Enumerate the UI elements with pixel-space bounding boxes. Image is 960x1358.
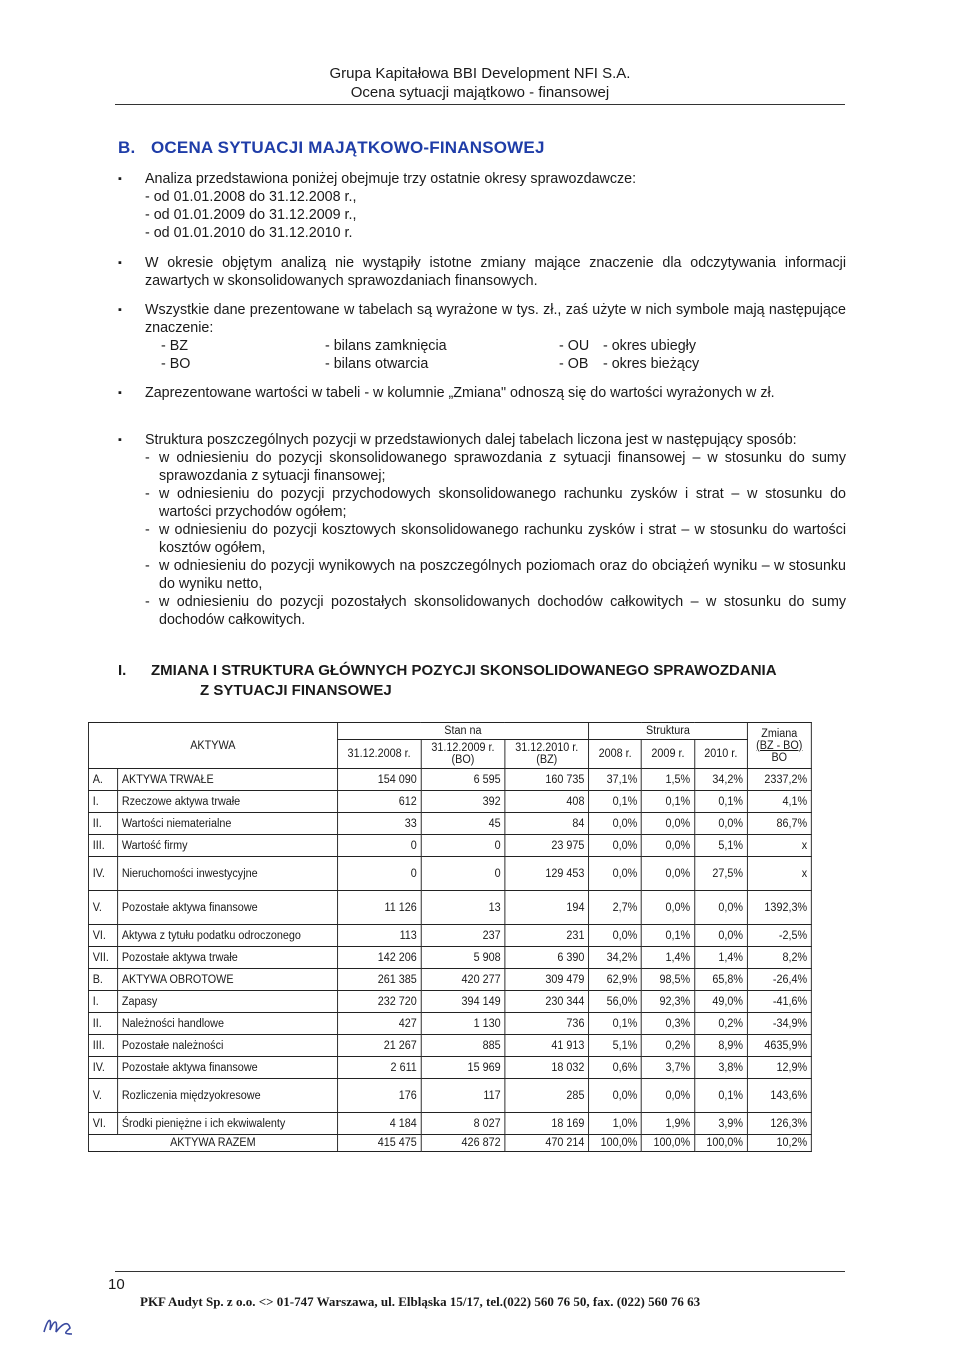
row-value: 0,0% <box>589 1079 642 1113</box>
row-value: 0,0% <box>694 925 747 947</box>
row-value: 4635,9% <box>747 1035 811 1057</box>
row-value: 143,6% <box>747 1079 811 1113</box>
row-value: 0,0% <box>642 1079 695 1113</box>
row-value: 176 <box>337 1079 421 1113</box>
row-value: 0,2% <box>694 1013 747 1035</box>
symbol-meaning: - bilans otwarcia <box>325 356 429 372</box>
total-label: AKTYWA RAZEM <box>88 1135 337 1152</box>
row-index: VII. <box>88 947 117 969</box>
row-value: 885 <box>421 1035 505 1057</box>
document-subtitle: Ocena sytuacji majątkowo - finansowej <box>350 84 610 101</box>
table-row <box>88 791 811 813</box>
row-value: 5 908 <box>421 947 505 969</box>
row-value: 142 206 <box>337 947 421 969</box>
row-value: 4,1% <box>747 791 811 813</box>
row-value: 261 385 <box>337 969 421 991</box>
row-label: Pozostałe aktywa trwałe <box>118 947 338 969</box>
structure-item: - w odniesieniu do pozycji skonsolidowanego sprawozdania z sytuacji finansowej – w stosunku do sumy sprawozdania z sytuacji finansowej; <box>145 450 846 484</box>
total-value: 100,0% <box>694 1135 747 1152</box>
row-value: 232 720 <box>337 991 421 1013</box>
row-value: 1392,3% <box>747 891 811 925</box>
row-value: 18 032 <box>505 1057 589 1079</box>
period-line-3: - od 01.01.2010 do 31.12.2010 r. <box>145 225 353 241</box>
header-divider <box>115 104 845 105</box>
table-row <box>88 769 811 791</box>
row-value: 394 149 <box>421 991 505 1013</box>
row-value: 126,3% <box>747 1113 811 1135</box>
row-value: 0,6% <box>589 1057 642 1079</box>
row-value: 117 <box>421 1079 505 1113</box>
table-row <box>88 991 811 1013</box>
bullet-units <box>118 301 846 373</box>
row-label: Rozliczenia międzyokresowe <box>118 1079 338 1113</box>
row-value: 129 453 <box>505 857 589 891</box>
table-row <box>88 1057 811 1079</box>
row-value: 12,9% <box>747 1057 811 1079</box>
row-value: 8,9% <box>694 1035 747 1057</box>
row-value: 0 <box>337 857 421 891</box>
row-value: 92,3% <box>642 991 695 1013</box>
row-value: 41 913 <box>505 1035 589 1057</box>
row-value: 21 267 <box>337 1035 421 1057</box>
table-row <box>88 947 811 969</box>
row-value: 34,2% <box>589 947 642 969</box>
total-value: 426 872 <box>421 1135 505 1152</box>
bullet-icon: ▪ <box>118 387 122 399</box>
row-value: 8 027 <box>421 1113 505 1135</box>
row-value: 1 130 <box>421 1013 505 1035</box>
table-row <box>88 1035 811 1057</box>
row-value: 11 126 <box>337 891 421 925</box>
row-label: Należności handlowe <box>118 1013 338 1035</box>
symbol-code: - BZ <box>161 338 189 354</box>
footer-divider <box>115 1271 845 1272</box>
section-b-title: OCENA SYTUACJI MAJĄTKOWO-FINANSOWEJ <box>151 138 545 157</box>
change-note-text: Zaprezentowane wartości w tabeli - w kolumnie „Zmiana" odnoszą się do wartości wyrażonych w zł. <box>145 385 775 401</box>
row-value: 0 <box>337 835 421 857</box>
row-value: 0,1% <box>694 791 747 813</box>
row-value: 1,4% <box>694 947 747 969</box>
row-value: 2,7% <box>589 891 642 925</box>
row-index: B. <box>88 969 117 991</box>
table-row <box>88 857 811 891</box>
row-value: 86,7% <box>747 813 811 835</box>
row-index: V. <box>88 1079 117 1113</box>
row-value: 736 <box>505 1013 589 1035</box>
row-value: 3,9% <box>694 1113 747 1135</box>
no-changes-text: W okresie objętym analizą nie wystąpiły istotne zmiany mające znaczenie dla odczytywania informacji zawartych w skonsolidowanych sprawozdaniach finansowych. <box>145 255 846 289</box>
row-label: Nieruchomości inwestycyjne <box>118 857 338 891</box>
row-value: -26,4% <box>747 969 811 991</box>
row-value: 0,0% <box>694 891 747 925</box>
row-value: 0,0% <box>589 925 642 947</box>
row-value: 420 277 <box>421 969 505 991</box>
bullet-change-note <box>118 384 846 402</box>
row-index: II. <box>88 813 117 835</box>
row-value: 194 <box>505 891 589 925</box>
row-value: 0,1% <box>589 1013 642 1035</box>
symbol-meaning: - okres bieżący <box>603 356 700 372</box>
section-i-title: ZMIANA I STRUKTURA GŁÓWNYCH POZYCJI SKONSOLIDOWANEGO SPRAWOZDANIA Z SYTUACJI FINANSOWEJ <box>151 662 777 699</box>
row-value: 8,2% <box>747 947 811 969</box>
row-value: 45 <box>421 813 505 835</box>
total-value: 470 214 <box>505 1135 589 1152</box>
row-value: 0,0% <box>589 835 642 857</box>
header-stan-na: Stan na <box>337 723 588 740</box>
row-label: Pozostałe aktywa finansowe <box>118 1057 338 1079</box>
table-row <box>88 969 811 991</box>
row-index: IV. <box>88 1057 117 1079</box>
row-value: 0,1% <box>589 791 642 813</box>
row-index: III. <box>88 835 117 857</box>
row-value: 5,1% <box>589 1035 642 1057</box>
row-value: 1,9% <box>642 1113 695 1135</box>
row-value: 23 975 <box>505 835 589 857</box>
row-value: 27,5% <box>694 857 747 891</box>
row-value: 0,1% <box>694 1079 747 1113</box>
row-value: x <box>747 857 811 891</box>
header-struktura: Struktura <box>589 723 748 740</box>
row-index: IV. <box>88 857 117 891</box>
row-value: 18 169 <box>505 1113 589 1135</box>
footer-address: PKF Audyt Sp. z o.o. <> 01-747 Warszawa, ul. Elbląska 15/17, tel.(022) 560 76 50, fax. (022) 560 76 63 <box>140 1294 701 1309</box>
row-value: 49,0% <box>694 991 747 1013</box>
header-date-2010: 31.12.2010 r. (BZ) <box>505 740 589 769</box>
section-b-letter: B. <box>118 138 136 157</box>
bullet-icon: ▪ <box>118 434 122 446</box>
row-value: 231 <box>505 925 589 947</box>
row-value: 408 <box>505 791 589 813</box>
bullet-icon: ▪ <box>118 257 122 269</box>
header-date-2009: 31.12.2009 r. (BO) <box>421 740 505 769</box>
row-label: AKTYWA TRWAŁE <box>118 769 338 791</box>
row-index: A. <box>88 769 117 791</box>
row-value: 1,5% <box>642 769 695 791</box>
symbol-legend <box>145 337 846 373</box>
row-value: -34,9% <box>747 1013 811 1035</box>
row-value: 98,5% <box>642 969 695 991</box>
table-row <box>88 813 811 835</box>
row-value: 0,1% <box>642 925 695 947</box>
row-value: 62,9% <box>589 969 642 991</box>
table-row <box>88 1113 811 1135</box>
total-value: 100,0% <box>589 1135 642 1152</box>
row-index: VI. <box>88 925 117 947</box>
total-value: 100,0% <box>642 1135 695 1152</box>
row-value: 33 <box>337 813 421 835</box>
table-row <box>88 835 811 857</box>
table-total-row <box>88 1135 811 1152</box>
bullet-structure <box>118 431 846 629</box>
symbol-meaning: - okres ubiegły <box>603 338 696 354</box>
row-value: 6 390 <box>505 947 589 969</box>
structure-item: - w odniesieniu do pozycji wynikowych na poszczególnych poziomach oraz do obciążeń wyniku – w stosunku do wyniku netto, <box>145 558 846 592</box>
row-value: 0 <box>421 857 505 891</box>
structure-intro: Struktura poszczególnych pozycji w przedstawionych dalej tabelach liczona jest w następujący sposób: <box>145 432 797 448</box>
row-label: Wartości niematerialne <box>118 813 338 835</box>
header-year-2009: 2009 r. <box>642 740 695 769</box>
row-value: 0,2% <box>642 1035 695 1057</box>
section-b-heading <box>118 138 545 158</box>
header-date-2008: 31.12.2008 r. <box>337 740 421 769</box>
row-label: Pozostałe należności <box>118 1035 338 1057</box>
row-value: 84 <box>505 813 589 835</box>
table-row <box>88 1079 811 1113</box>
row-index: VI. <box>88 1113 117 1135</box>
header-year-2010: 2010 r. <box>694 740 747 769</box>
total-value: 415 475 <box>337 1135 421 1152</box>
assets-table <box>88 722 812 1152</box>
units-text: Wszystkie dane prezentowane w tabelach są wyrażone w tys. zł., zaś użyte w nich symbole mają następujące znaczenie: <box>145 302 846 336</box>
row-value: 0,3% <box>642 1013 695 1035</box>
row-index: V. <box>88 891 117 925</box>
row-value: 1,0% <box>589 1113 642 1135</box>
row-label: Pozostałe aktywa finansowe <box>118 891 338 925</box>
row-value: 37,1% <box>589 769 642 791</box>
row-value: 612 <box>337 791 421 813</box>
symbol-code: - OU <box>559 338 590 354</box>
row-label: Aktywa z tytułu podatku odroczonego <box>118 925 338 947</box>
row-value: 0,0% <box>642 857 695 891</box>
row-index: I. <box>88 991 117 1013</box>
row-value: 65,8% <box>694 969 747 991</box>
row-value: 0 <box>421 835 505 857</box>
periods-intro: Analiza przedstawiona poniżej obejmuje trzy ostatnie okresy sprawozdawcze: <box>145 171 637 187</box>
header-year-2008: 2008 r. <box>589 740 642 769</box>
row-value: -2,5% <box>747 925 811 947</box>
structure-item: - w odniesieniu do pozycji przychodowych skonsolidowanego rachunku zysków i strat – w stosunku do wartości przychodów ogółem; <box>145 486 846 520</box>
table-row <box>88 891 811 925</box>
bullet-periods <box>118 170 846 242</box>
table-row <box>88 1013 811 1035</box>
row-value: 34,2% <box>694 769 747 791</box>
header-aktywa: AKTYWA <box>88 723 337 769</box>
symbol-code: - OB <box>559 356 589 372</box>
row-value: 392 <box>421 791 505 813</box>
row-label: AKTYWA OBROTOWE <box>118 969 338 991</box>
row-value: 154 090 <box>337 769 421 791</box>
row-value: 309 479 <box>505 969 589 991</box>
row-value: 237 <box>421 925 505 947</box>
row-index: III. <box>88 1035 117 1057</box>
row-value: 6 595 <box>421 769 505 791</box>
row-value: 5,1% <box>694 835 747 857</box>
bullet-icon: ▪ <box>118 304 122 316</box>
period-line-2: - od 01.01.2009 do 31.12.2009 r., <box>145 207 357 223</box>
company-name: Grupa Kapitałowa BBI Development NFI S.A. <box>329 65 631 82</box>
row-value: 15 969 <box>421 1057 505 1079</box>
row-value: 0,0% <box>642 835 695 857</box>
table-header-row <box>88 723 811 740</box>
row-value: 427 <box>337 1013 421 1035</box>
row-value: 285 <box>505 1079 589 1113</box>
header-zmiana: Zmiana (BZ - BO) BO <box>747 723 811 769</box>
structure-item: - w odniesieniu do pozycji kosztowych skonsolidowanego rachunku zysków i strat – w stosunku do wartości kosztów ogółem, <box>145 522 846 556</box>
total-value: 10,2% <box>747 1135 811 1152</box>
row-label: Środki pieniężne i ich ekwiwalenty <box>118 1113 338 1135</box>
row-value: 13 <box>421 891 505 925</box>
row-value: 0,0% <box>694 813 747 835</box>
row-value: 3,8% <box>694 1057 747 1079</box>
period-line-1: - od 01.01.2008 do 31.12.2008 r., <box>145 189 357 205</box>
row-value: 0,0% <box>589 857 642 891</box>
structure-item: - w odniesieniu do pozycji pozostałych skonsolidowanych dochodów całkowitych – w stosunku do sumy dochodów całkowitych. <box>145 594 846 628</box>
symbol-meaning: - bilans zamknięcia <box>325 338 447 354</box>
row-value: 1,4% <box>642 947 695 969</box>
row-value: 4 184 <box>337 1113 421 1135</box>
row-value: 113 <box>337 925 421 947</box>
page-number: 10 <box>108 1276 125 1293</box>
row-value: 56,0% <box>589 991 642 1013</box>
row-index: II. <box>88 1013 117 1035</box>
row-value: 0,0% <box>589 813 642 835</box>
row-value: 3,7% <box>642 1057 695 1079</box>
row-value: 0,1% <box>642 791 695 813</box>
table-row <box>88 925 811 947</box>
row-value: 160 735 <box>505 769 589 791</box>
row-value: 2 611 <box>337 1057 421 1079</box>
row-index: I. <box>88 791 117 813</box>
handwritten-initials-icon <box>40 1310 80 1340</box>
row-value: x <box>747 835 811 857</box>
section-i-number: I. <box>118 662 127 679</box>
symbol-code: - BO <box>161 356 191 372</box>
row-value: 2337,2% <box>747 769 811 791</box>
page-header <box>0 64 960 102</box>
row-value: 0,0% <box>642 891 695 925</box>
bullet-no-changes <box>118 254 846 290</box>
row-value: 230 344 <box>505 991 589 1013</box>
bullet-icon: ▪ <box>118 173 122 185</box>
row-label: Rzeczowe aktywa trwałe <box>118 791 338 813</box>
row-label: Zapasy <box>118 991 338 1013</box>
row-value: 0,0% <box>642 813 695 835</box>
row-value: -41,6% <box>747 991 811 1013</box>
row-label: Wartość firmy <box>118 835 338 857</box>
